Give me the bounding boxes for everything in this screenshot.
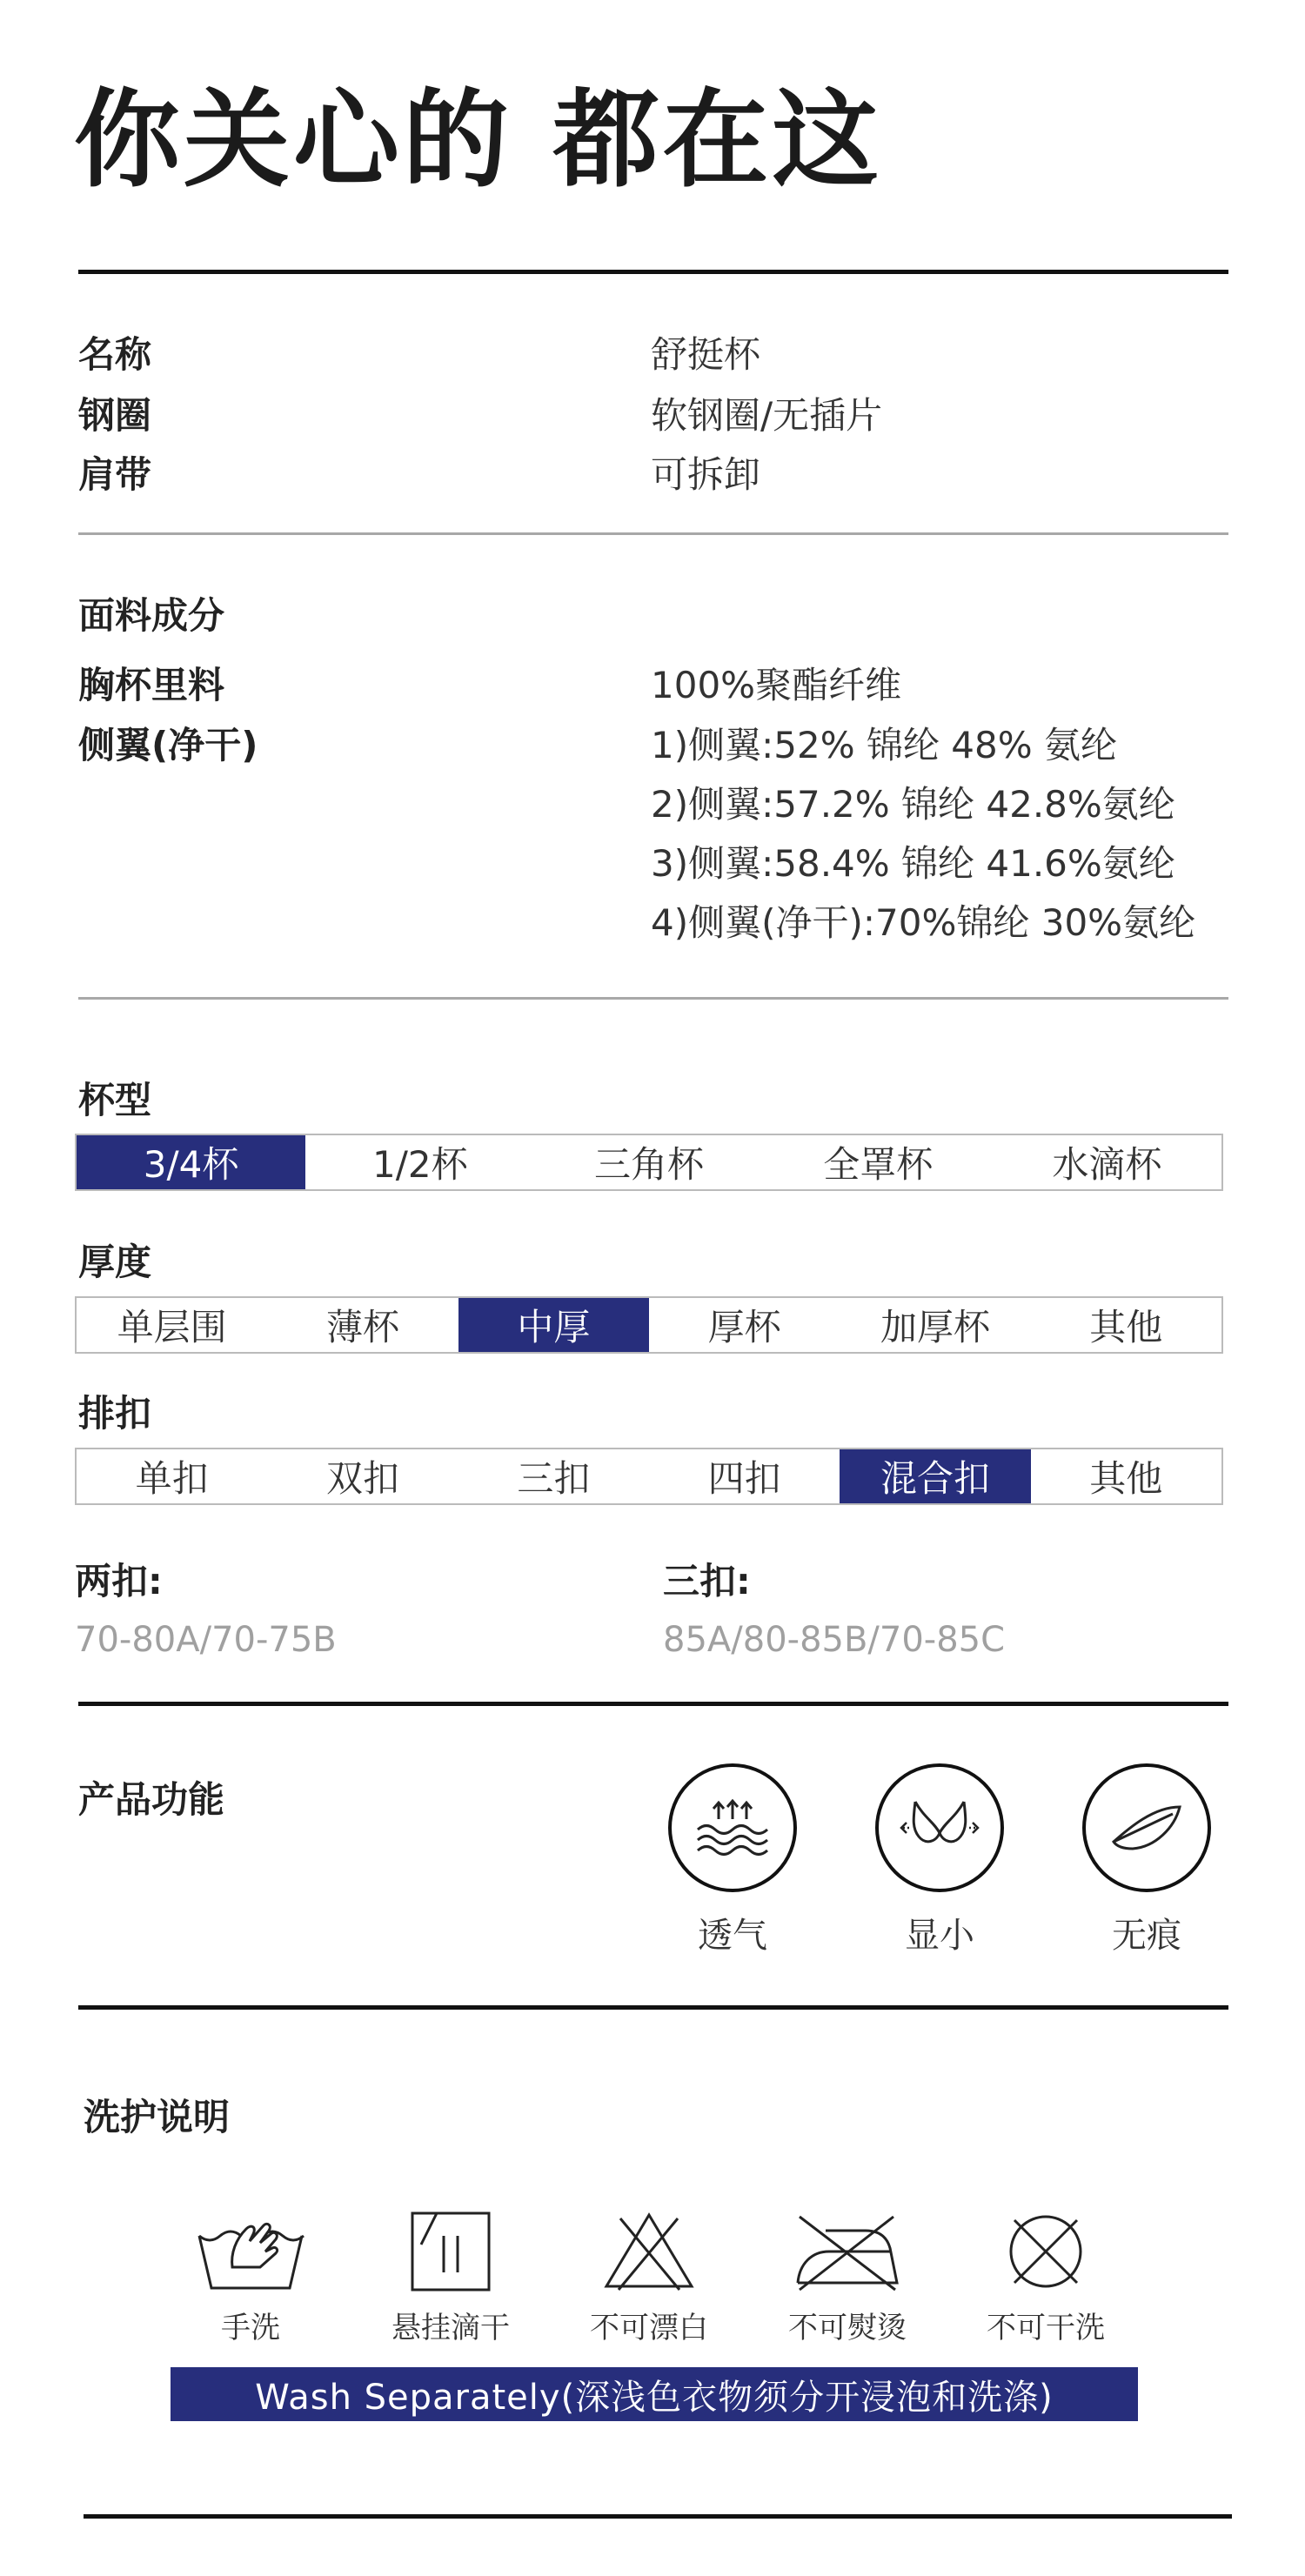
slimming-bra-icon xyxy=(875,1763,1004,1892)
hooks-option: 混合扣 xyxy=(840,1449,1030,1503)
side-wing-value-4: 4)侧翼(净干):70%锦纶 30%氨纶 xyxy=(651,901,1196,944)
care-label: 悬挂滴干 xyxy=(392,2311,510,2345)
care-label: 不可漂白 xyxy=(590,2311,708,2345)
seamless-icon xyxy=(1082,1763,1211,1892)
feature-item xyxy=(870,1763,1009,1957)
hooks-option: 双扣 xyxy=(325,1457,399,1500)
care-item xyxy=(959,2210,1133,2346)
thickness-option: 厚杯 xyxy=(707,1306,781,1348)
divider xyxy=(78,1702,1228,1706)
care-item xyxy=(364,2210,538,2346)
cup-type-option: 全罩杯 xyxy=(823,1143,934,1186)
name-value: 舒挺杯 xyxy=(651,333,761,376)
cup-type-title: 杯型 xyxy=(78,1079,152,1121)
divider xyxy=(84,2514,1232,2519)
care-label: 不可干洗 xyxy=(987,2311,1105,2345)
divider xyxy=(78,270,1228,274)
care-item xyxy=(164,2210,338,2346)
no-iron-icon xyxy=(791,2210,904,2293)
breathable-icon xyxy=(668,1763,797,1892)
wash-separately-banner: Wash Separately(深浅色衣物须分开浸泡和洗涤) xyxy=(171,2367,1138,2421)
hooks-option: 其他 xyxy=(1089,1457,1163,1500)
strap-label: 肩带 xyxy=(78,453,152,496)
feature-label: 显小 xyxy=(905,1916,974,1956)
cup-type-option: 1/2杯 xyxy=(372,1143,468,1186)
care-title: 洗护说明 xyxy=(84,2096,231,2138)
thickness-option: 单层围 xyxy=(117,1306,227,1348)
hooks-option: 四扣 xyxy=(707,1457,781,1500)
hooks-option: 单扣 xyxy=(135,1457,209,1500)
thickness-title: 厚度 xyxy=(78,1241,152,1283)
cup-type-option: 3/4杯 xyxy=(77,1135,305,1189)
underwire-label: 钢圈 xyxy=(78,394,152,437)
hooks-option: 三扣 xyxy=(517,1457,591,1500)
feature-item xyxy=(663,1763,802,1957)
hand-wash-icon xyxy=(194,2210,307,2293)
feature-item xyxy=(1077,1763,1216,1957)
cup-lining-label: 胸杯里料 xyxy=(78,664,225,706)
strap-value: 可拆卸 xyxy=(651,453,761,496)
features-title: 产品功能 xyxy=(78,1778,225,1821)
two-hook-sizes: 70-80A/70-75B xyxy=(75,1620,337,1660)
divider xyxy=(78,997,1228,1000)
cup-lining-value: 100%聚酯纤维 xyxy=(651,664,902,706)
thickness-option: 中厚 xyxy=(458,1298,649,1352)
thickness-option: 其他 xyxy=(1089,1306,1163,1348)
side-wing-value-3: 3)侧翼:58.4% 锦纶 41.6%氨纶 xyxy=(651,842,1175,885)
three-hook-sizes: 85A/80-85B/70-85C xyxy=(663,1620,1006,1660)
thickness-option: 加厚杯 xyxy=(880,1306,990,1348)
hooks-selector xyxy=(75,1448,1223,1505)
name-label: 名称 xyxy=(78,333,152,376)
cup-type-option: 三角杯 xyxy=(594,1143,705,1186)
no-bleach-icon xyxy=(601,2210,697,2293)
fabric-section-title: 面料成分 xyxy=(78,594,225,637)
two-hook-label: 两扣: xyxy=(75,1560,163,1602)
page-title: 你关心的 都在这 xyxy=(74,78,882,202)
three-hook-label: 三扣: xyxy=(663,1560,751,1602)
care-label: 手洗 xyxy=(221,2311,280,2345)
cup-type-selector xyxy=(75,1134,1223,1191)
cup-type-option: 水滴杯 xyxy=(1052,1143,1162,1186)
side-wing-value-1: 1)侧翼:52% 锦纶 48% 氨纶 xyxy=(651,724,1118,766)
care-item xyxy=(562,2210,736,2346)
care-label: 不可熨烫 xyxy=(788,2311,907,2345)
feature-label: 透气 xyxy=(698,1916,767,1956)
thickness-selector xyxy=(75,1296,1223,1354)
divider xyxy=(78,532,1228,535)
care-item xyxy=(760,2210,934,2346)
side-wing-value-2: 2)侧翼:57.2% 锦纶 42.8%氨纶 xyxy=(651,783,1175,826)
hang-dry-icon xyxy=(407,2210,494,2293)
underwire-value: 软钢圈/无插片 xyxy=(651,394,883,437)
feature-label: 无痕 xyxy=(1112,1916,1181,1956)
side-wing-label: 侧翼(净干) xyxy=(78,724,258,766)
hooks-title: 排扣 xyxy=(78,1392,152,1435)
thickness-option: 薄杯 xyxy=(325,1306,399,1348)
no-dry-clean-icon xyxy=(1002,2210,1089,2293)
divider xyxy=(78,2005,1228,2010)
